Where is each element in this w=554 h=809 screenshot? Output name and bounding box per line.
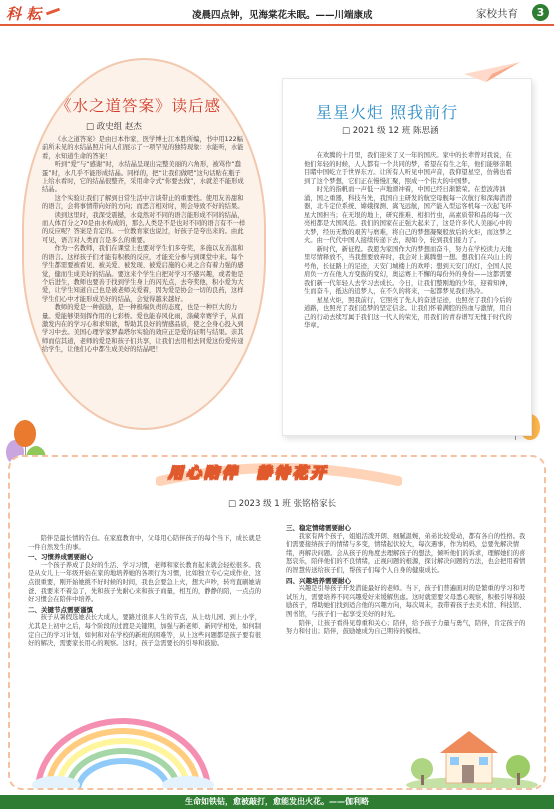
article-paragraph: 这个实验让我们了解到日常生活中言谈带止的重要性。使用友善甜和的语言，会将事情带向好的方向；而恶言相对时，则会导致不好的结果。 xyxy=(42,194,244,211)
article-paragraph: 听到“爱”与“感谢”时，水结晶呈现出完整美丽的六角形，被骂作“蠢蛋”时，水几乎不能形成结晶。同样的，把“让我们做吧”这句话贴在瓶子上给水看时，它的结晶很整齐，采用命令式“你要去做”，水就差不能形成结晶。 xyxy=(42,161,244,194)
article-paragraph: 新时代，新征程。我愿为家国作大的梦想而奋斗，努力在学校读力天地里尽情释放不，当我想要放弃时，我会对上翼腾想一想。想我们在兴山上的号角，长征路上的足迹，天安门城楼上的欢呼；想到天安门的灯，全国人民肩负一方在他人方变振的变幻，奥运赛上不懈的每份外的身份——这都需要我们新一代年轻人去学习去成长。今日，让我们整刚地的少年，迎着知神，生而奋斗，抵达的追梦人，在不久的将来，一起都梦见我们热冷。 xyxy=(304,245,512,295)
header-slogan: 凌晨四点钟，见海棠花未眠。——川端康成 xyxy=(192,10,373,21)
article-subheading: 一、习惯养成需要耐心 xyxy=(28,553,93,562)
paper-plane-icon xyxy=(462,60,522,84)
article-subheading: 二、关键节点需要谨慎 xyxy=(28,605,93,614)
article-title: 星星火炬 照我前行 xyxy=(316,103,459,122)
right-article xyxy=(282,60,536,432)
footer-quote: 生命如铁钻，愈被敲打，愈能发出火花。——伽利略 xyxy=(185,797,369,806)
article-paragraph: 时光的指帆而一声低一声地滑冲着，中国已经日渐繁荣。在惹波涛汹涌，国之重器，科技当先，我国自主研发的航空母舰每一次航行和深海潜潜器，北斗定位系统、嫦娥探测、嵩飞远航，国产能入型运客机每一次起飞环星大国担当；在无垠的地上，研究推难、相扣竹虫，高素质带和品的每一次亮相都是大国风范。我们的国家在正强大起来了，这是许多代人美丽心中的大梦，经历无数的艰苦与磨难，将自己的梦想凝聚般放后的火炬，而这梦之火。由一代代中国人接续传递下去，现如今，轮到我们接力了。 xyxy=(304,186,512,244)
article-author: □ 2021 级 12 班 陈思涵 xyxy=(342,126,439,136)
article-paragraph: 我家有两个孩子，姐姐活泼开朗、细腻温婉，弟弟比较爱动，都有各自的性格。我们需要接纳孩子的情绪与多变，情绪起伏较大，每次遇事，作为妈妈，总要先解决情绪，再解决问题。会从孩子的角度去理解孩子的想法，倾听他们的诉求，理解她们的喜怒哀乐，陪伴他们的不良情绪，正视问题的根源，探讨解决问题的方法，也会把用着情的智慧传送给孩子们，帮孩子们每个人自身的健康成长。 xyxy=(286,532,526,574)
title-part1: 用心陪伴 xyxy=(168,464,241,482)
article-column-right xyxy=(286,523,530,637)
article-paragraph: 《水之道答案》是由日本作家、医学博士江本胜所编，书中用122幅前所未见的水结晶照片向人们展示了一项罕见的独特现象：水能听，水能看，水知道生命的答案！ xyxy=(42,136,244,160)
article-paragraph: 读到这里时，我深受震撼，水竟然对不同的语言能形成不同的结晶，而人体百分之70是由水构成的，那么人类是不是也对不同的语言有不一样的反应呢？答案是肯定的。一位教育家也说过，好孩子是夸出来的。由此可见，语言对人类而言是多么的重要。 xyxy=(42,211,246,244)
article-column-left xyxy=(28,535,264,649)
article-subheading: 三、稳定情绪需要耐心 xyxy=(286,524,351,532)
article-title: 《水之道答案》读后感 xyxy=(56,97,222,115)
article-paragraph: 兴趣是引导孩子开发潜能最好的老师。当下，孩子们普遍面对的是繁重的学习和考试压力，需要培养不同兴趣爱好来缓解焦虑。这时就需要父母悉心观察，积极引导和鼓励孩子，帮助她们找到适合他的兴趣方向，每次周末，我带着孩子去美术馆、科技馆、图书馆，与孩子们一起享受美好的时光。 xyxy=(286,585,526,618)
bottom-article xyxy=(8,455,546,790)
article-paragraph: 一个孩子养成了良好的生活、学习习惯，老师和家长教育起来就会轻松很多。我是从女儿上一年级开始在家的地培养她的各项行为习惯，比如独立专心完成作业、这点很重要，刚开始她挑不好时候的时间，我也会要急上火，想大声吵，转弯直刷她请爸、我要来不着急了，先和孩子先耐心来和孩子商量，相互的，静静的陪，一点点的好习惯会在陪伴中培养。 xyxy=(28,561,261,604)
article-title xyxy=(168,462,328,483)
article-paragraph: 作为一名教师，我们在课堂上也要对学生们多夸奖，多施以友善温和的语言。这样孩子们才能有积极的反应，才能充分参与到课堂中来。每个学生都需要被看见、被关爱、被发现、被爱启施的心灵之合有着力强的感觉，健而生成美好的结晶。要这来个学生自把对学习不感兴趣，或者他是个后进生，教师也要善于找到学生身上的闪光点，去夸奖他，积小爱为大爱，让学生知道自己也是被老师关爱着，因为爱是协会一切的良药，这样学生们心中才能形成美好的结晶，会觉得越来越好。 xyxy=(42,245,244,303)
pen-decoration-icon xyxy=(46,8,60,16)
title-part2: 静待花开 xyxy=(256,464,329,482)
article-paragraph: 陪伴是最长情的告白。在家庭教育中，父母用心陪伴孩子的每个当下，成长就是一件自然发生的事。 xyxy=(28,535,261,551)
page-footer xyxy=(0,795,554,809)
section-name: 家校共育 xyxy=(476,8,518,20)
page-number-badge: 3 xyxy=(532,4,549,21)
article-paragraph: 星星火炬，照我前行，它照亮了先人的奋进足迹，也照亮了我们今后的道路，也照亮了我们追梦的坚定信念。让我们怀着满腔的热血与激情，用自己的行动去续写属于我们这一代人的荣光，用我们的青春谱写无愧于时代的华章。 xyxy=(304,296,512,329)
article-author: □ 2023 级 1 班 张铭格家长 xyxy=(228,499,337,509)
balloon-icon xyxy=(14,420,36,447)
article-paragraph: 陪伴，让孩子看得见尊重和关心；陪伴，给予孩子力量与勇气，陪伴，肯定孩子的努力和付出；陪伴，鼓励她成为自己期待的模样。 xyxy=(286,619,526,636)
newspaper-brand: 科 耘 xyxy=(6,5,42,23)
article-paragraph: 在欢腾的十月里，我们迎来了又一年的国庆。家中的长辈曾对我说，在他们年轻的时候，人人都有一个共同的梦，希望在有生之年，他们能够亲眼目睹中国屹立于世界东方。让所有人听见中国声音，我仰望星空，仿佛也看到了这个梦想，它们正在慢慢汇聚，照成一个伟大的中国梦。 xyxy=(304,152,512,185)
house-illustration xyxy=(406,725,538,789)
page-header xyxy=(0,0,554,26)
article-subheading: 四、兴趣培养需要耐心 xyxy=(286,576,351,585)
article-body xyxy=(42,136,246,355)
article-paragraph: 孩子从暑假选她表长大成人，要路过很多人生的节点，从上幼儿园、到上小学，尤其是上初中之后，每个阶段的过渡是关键期，加强与新老师、新同学相处，如何制定自己的学习计划，如何和对在学校的新班的困难等，从上这些问题都是孩子要有很好的解决，需要家长用心的观察。这时，孩子急需要长的引导和鼓励。 xyxy=(28,614,261,648)
article-author: □ 政史组 赵杰 xyxy=(86,122,142,132)
left-article xyxy=(8,36,278,452)
rainbow-illustration xyxy=(28,715,218,790)
article-paragraph: 教师的爱是一种鼓励，是一种极端负责的态度，也是一种巨大的力量。爱能够渠刻挥作用的七彩桥。爱也能春风化雨，涤藏幸赛学子，从而激发内在的学习心和求知欲，帮助其良好的情感品质，使之全身心投入到学习中去。美国心理学家罗森塔尔实验的效应正是爱的证明与结果。亲其师而信其道，老师的爱是和孩子们共享，让我们去用相去同爱这份爱传递给学生，让他们心中都生成美好的结晶吧！ xyxy=(42,304,244,354)
article-body xyxy=(304,152,516,331)
